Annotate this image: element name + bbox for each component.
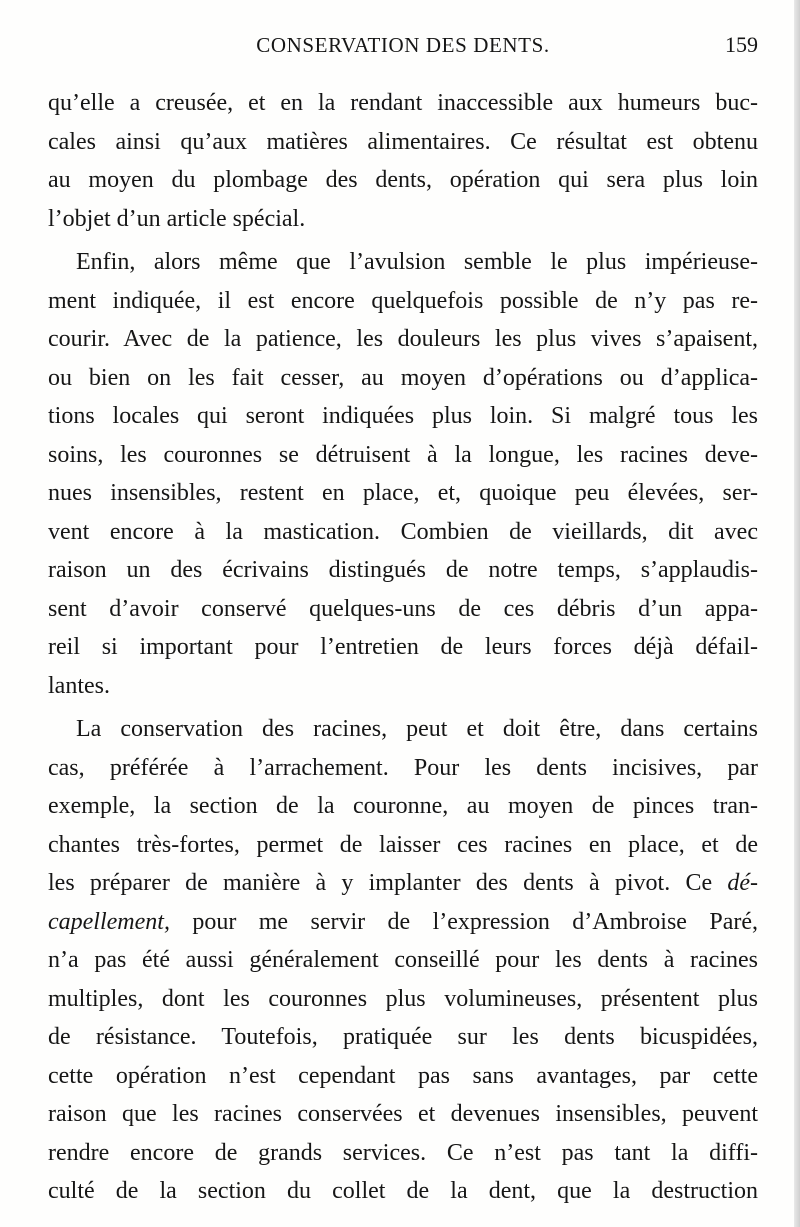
text-line: La conservation des racines, peut et doit être, dans certains: [76, 716, 758, 742]
paragraph-1: [48, 84, 758, 238]
text-line: nues insensibles, restent en place, et, quoique peu élevées, ser-: [48, 480, 758, 506]
text-line: l’objet d’un article spécial.: [48, 205, 306, 232]
text-run: les préparer de manière à y implanter des dents à pivot. Ce: [48, 870, 728, 896]
text-line: de résistance. Toutefois, pratiquée sur les dents bicuspidées,: [48, 1024, 758, 1050]
text-line: lantes.: [48, 672, 110, 699]
text-line: raison que les racines conservées et devenues insensibles, peuvent: [48, 1101, 758, 1127]
text-line: Enfin, alors même que l’avulsion semble le plus impérieuse-: [76, 249, 758, 275]
text-line: raison un des écrivains distingués de notre temps, s’applaudis-: [48, 557, 758, 583]
text-line: tions locales qui seront indiquées plus loin. Si malgré tous les: [48, 403, 758, 429]
text-line: ou bien on les fait cesser, au moyen d’opérations ou d’applica-: [48, 364, 758, 391]
italic-term: dé-: [727, 870, 758, 896]
italic-term: capellement,: [48, 908, 170, 935]
running-head: [48, 30, 758, 60]
text-line: rendre encore de grands services. Ce n’est pas tant la diffi-: [48, 1139, 758, 1166]
text-line-with-italic: [48, 864, 758, 903]
text-line: chantes très-fortes, permet de laisser ces racines en place, et de: [48, 831, 758, 858]
page-edge-shadow: [794, 0, 800, 1227]
text-line: culté de la section du collet de la dent, que la destruction: [48, 1178, 758, 1204]
paragraph-3: [48, 710, 758, 1211]
text-line: courir. Avec de la patience, les douleurs les plus vives s’apaisent,: [48, 326, 758, 352]
running-title: CONSERVATION DES DENTS.: [256, 33, 550, 57]
text-run: pour me servir de l’expression d’Ambroise Paré,: [169, 908, 758, 935]
text-line: ment indiquée, il est encore quelquefois possible de n’y pas re-: [48, 287, 758, 314]
paragraph-2: [48, 243, 758, 705]
text-line: sent d’avoir conservé quelques-uns de ces débris d’un appa-: [48, 595, 758, 622]
body-text: [48, 84, 758, 1211]
text-line: n’a pas été aussi généralement conseillé pour les dents à racines: [48, 947, 758, 973]
text-line: exemple, la section de la couronne, au moyen de pinces tran-: [48, 793, 758, 819]
text-line: qu’elle a creusée, et en la rendant inaccessible aux humeurs buc-: [48, 90, 758, 116]
text-line: cales ainsi qu’aux matières alimentaires. Ce résultat est obtenu: [48, 128, 758, 155]
text-line: reil si important pour l’entretien de leurs forces déjà défail-: [48, 634, 758, 660]
text-line-with-italic: [48, 903, 758, 942]
text-line: au moyen du plombage des dents, opération qui sera plus loin: [48, 167, 758, 193]
text-line: vent encore à la mastication. Combien de vieillards, dit avec: [48, 518, 758, 545]
text-line: soins, les couronnes se détruisent à la longue, les racines deve-: [48, 441, 758, 468]
page-number: 159: [725, 32, 758, 57]
text-line: cette opération n’est cependant pas sans avantages, par cette: [48, 1062, 758, 1089]
text-line: multiples, dont les couronnes plus volumineuses, présentent plus: [48, 985, 758, 1012]
text-line: cas, préférée à l’arrachement. Pour les dents incisives, par: [48, 754, 758, 781]
